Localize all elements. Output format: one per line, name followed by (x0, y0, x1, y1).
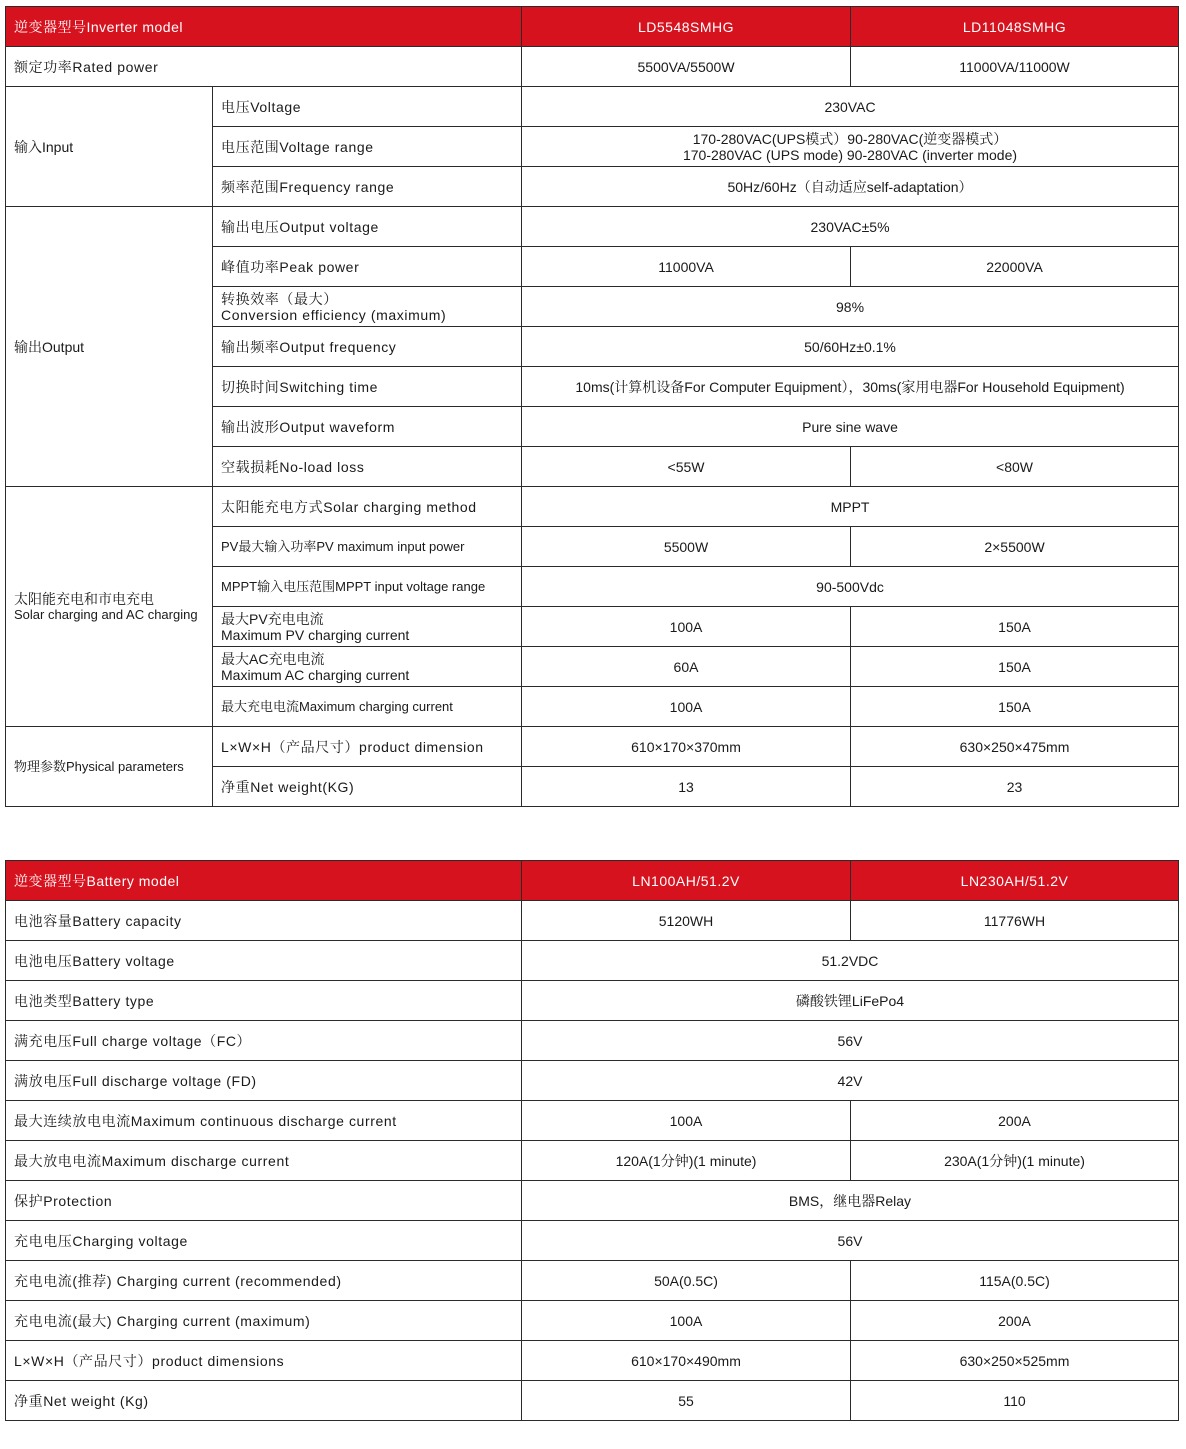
rated-power-label: 额定功率Rated power (6, 47, 522, 87)
battery-row (6, 1341, 1179, 1381)
battery-row-value-a: 50A(0.5C) (522, 1261, 851, 1301)
dimension-label: L×W×H（产品尺寸）product dimension (213, 727, 522, 767)
peak-power-b: 22000VA (851, 247, 1179, 287)
input-voltage-value: 230VAC (522, 87, 1179, 127)
rated-power-b: 11000VA/11000W (851, 47, 1179, 87)
input-voltage-label: 电压Voltage (213, 87, 522, 127)
max-pv-current-label (213, 607, 522, 647)
output-frequency-label: 输出频率Output frequency (213, 327, 522, 367)
battery-row-value-b: 200A (851, 1301, 1179, 1341)
battery-row-label: 保护Protection (6, 1181, 522, 1221)
battery-row-value: 磷酸铁锂LiFePo4 (522, 981, 1179, 1021)
battery-row (6, 1261, 1179, 1301)
battery-row-value-b: 115A(0.5C) (851, 1261, 1179, 1301)
switching-time-value: 10ms(计算机设备For Computer Equipment），30ms(家用电器For Household Equipment) (522, 367, 1179, 407)
battery-row-label: 电池容量Battery capacity (6, 901, 522, 941)
efficiency-value: 98% (522, 287, 1179, 327)
net-weight-label: 净重Net weight(KG) (213, 767, 522, 807)
no-load-loss-label: 空载损耗No-load loss (213, 447, 522, 487)
battery-row-label: 满放电压Full discharge voltage (FD) (6, 1061, 522, 1101)
frequency-range-label: 频率范围Frequency range (213, 167, 522, 207)
battery-row-value-a: 100A (522, 1301, 851, 1341)
battery-row (6, 901, 1179, 941)
output-voltage-value: 230VAC±5% (522, 207, 1179, 247)
inverter-spec-table (5, 6, 1179, 807)
switching-time-label: 切换时间Switching time (213, 367, 522, 407)
battery-row-value-b: 200A (851, 1101, 1179, 1141)
max-charge-current-label: 最大充电电流Maximum charging current (213, 687, 522, 727)
no-load-loss-a: <55W (522, 447, 851, 487)
battery-row (6, 1021, 1179, 1061)
battery-row (6, 1301, 1179, 1341)
inverter-model-b: LD11048SMHG (851, 7, 1179, 47)
net-weight-b: 23 (851, 767, 1179, 807)
inverter-header-label: 逆变器型号Inverter model (6, 7, 522, 47)
voltage-range-label: 电压范围Voltage range (213, 127, 522, 167)
battery-row-value-a: 100A (522, 1101, 851, 1141)
inverter-header-row (6, 7, 1179, 47)
battery-row-label: 净重Net weight (Kg) (6, 1381, 522, 1421)
battery-row-label: 最大放电电流Maximum discharge current (6, 1141, 522, 1181)
battery-header-label: 逆变器型号Battery model (6, 861, 522, 901)
physical-group-label: 物理参数Physical parameters (6, 727, 213, 807)
solar-method-value: MPPT (522, 487, 1179, 527)
battery-row-label: 满充电压Full charge voltage（FC） (6, 1021, 522, 1061)
battery-row-label: 电池电压Battery voltage (6, 941, 522, 981)
efficiency-label (213, 287, 522, 327)
battery-row (6, 941, 1179, 981)
dimension-b: 630×250×475mm (851, 727, 1179, 767)
net-weight-a: 13 (522, 767, 851, 807)
max-ac-current-a: 60A (522, 647, 851, 687)
battery-row-value-b: 11776WH (851, 901, 1179, 941)
battery-row-value: 56V (522, 1021, 1179, 1061)
input-group-label: 输入Input (6, 87, 213, 207)
frequency-range-value: 50Hz/60Hz（自动适应self-adaptation） (522, 167, 1179, 207)
dimension-a: 610×170×370mm (522, 727, 851, 767)
battery-row-value: BMS，继电器Relay (522, 1181, 1179, 1221)
output-group-label: 输出Output (6, 207, 213, 487)
voltage-range-line1: 170-280VAC(UPS模式）90-280VAC(逆变器模式） (692, 130, 1008, 147)
battery-row-label: 电池类型Battery type (6, 981, 522, 1021)
battery-model-a: LN100AH/51.2V (522, 861, 851, 901)
peak-power-label: 峰值功率Peak power (213, 247, 522, 287)
charging-group-label (6, 487, 213, 727)
battery-row-value-a: 5120WH (522, 901, 851, 941)
voltage-range-value (522, 127, 1179, 167)
waveform-value: Pure sine wave (522, 407, 1179, 447)
pv-max-power-label: PV最大输入功率PV maximum input power (213, 527, 522, 567)
max-pv-current-b: 150A (851, 607, 1179, 647)
battery-row-value-a: 120A(1分钟)(1 minute) (522, 1141, 851, 1181)
battery-row (6, 1381, 1179, 1421)
battery-row-value: 42V (522, 1061, 1179, 1101)
battery-header-row (6, 861, 1179, 901)
battery-row-label: L×W×H（产品尺寸）product dimensions (6, 1341, 522, 1381)
voltage-range-line2: 170-280VAC (UPS mode) 90-280VAC (inverter mode) (682, 146, 1018, 163)
max-pv-current-label-line1: 最大PV充电电流 (221, 610, 324, 627)
dimension-row (6, 727, 1179, 767)
battery-row-value: 51.2VDC (522, 941, 1179, 981)
max-ac-current-label-line2: Maximum AC charging current (221, 666, 410, 683)
efficiency-label-line2: Conversion efficiency (maximum) (221, 306, 447, 323)
battery-row-label: 充电电流(推荐) Charging current (recommended) (6, 1261, 522, 1301)
max-charge-current-b: 150A (851, 687, 1179, 727)
max-ac-current-b: 150A (851, 647, 1179, 687)
battery-row-value-b: 110 (851, 1381, 1179, 1421)
battery-row-value-b: 630×250×525mm (851, 1341, 1179, 1381)
mppt-range-label: MPPT输入电压范围MPPT input voltage range (213, 567, 522, 607)
output-voltage-row (6, 207, 1179, 247)
waveform-label: 输出波形Output waveform (213, 407, 522, 447)
pv-max-power-b: 2×5500W (851, 527, 1179, 567)
battery-row (6, 1101, 1179, 1141)
battery-row-value-b: 230A(1分钟)(1 minute) (851, 1141, 1179, 1181)
solar-method-label: 太阳能充电方式Solar charging method (213, 487, 522, 527)
max-pv-current-label-line2: Maximum PV charging current (221, 626, 410, 643)
max-charge-current-a: 100A (522, 687, 851, 727)
battery-row-label: 充电电压Charging voltage (6, 1221, 522, 1261)
battery-row-value-a: 55 (522, 1381, 851, 1421)
battery-row-value-a: 610×170×490mm (522, 1341, 851, 1381)
battery-row-label: 充电电流(最大) Charging current (maximum) (6, 1301, 522, 1341)
max-ac-current-label-line1: 最大AC充电电流 (221, 650, 325, 667)
efficiency-label-line1: 转换效率（最大） (221, 290, 338, 307)
battery-row (6, 1221, 1179, 1261)
max-ac-current-label (213, 647, 522, 687)
battery-row-label: 最大连续放电电流Maximum continuous discharge current (6, 1101, 522, 1141)
battery-model-b: LN230AH/51.2V (851, 861, 1179, 901)
pv-max-power-a: 5500W (522, 527, 851, 567)
battery-row (6, 1141, 1179, 1181)
max-pv-current-a: 100A (522, 607, 851, 647)
inverter-model-a: LD5548SMHG (522, 7, 851, 47)
charging-group-label-line1: 太阳能充电和市电充电 (14, 590, 154, 607)
battery-spec-table (5, 860, 1179, 1421)
battery-row (6, 1181, 1179, 1221)
charging-group-label-line2: Solar charging and AC charging (14, 606, 198, 622)
input-voltage-row (6, 87, 1179, 127)
rated-power-row (6, 47, 1179, 87)
battery-row (6, 981, 1179, 1021)
battery-row (6, 1061, 1179, 1101)
peak-power-a: 11000VA (522, 247, 851, 287)
rated-power-a: 5500VA/5500W (522, 47, 851, 87)
output-voltage-label: 输出电压Output voltage (213, 207, 522, 247)
mppt-range-value: 90-500Vdc (522, 567, 1179, 607)
output-frequency-value: 50/60Hz±0.1% (522, 327, 1179, 367)
no-load-loss-b: <80W (851, 447, 1179, 487)
solar-method-row (6, 487, 1179, 527)
battery-row-value: 56V (522, 1221, 1179, 1261)
